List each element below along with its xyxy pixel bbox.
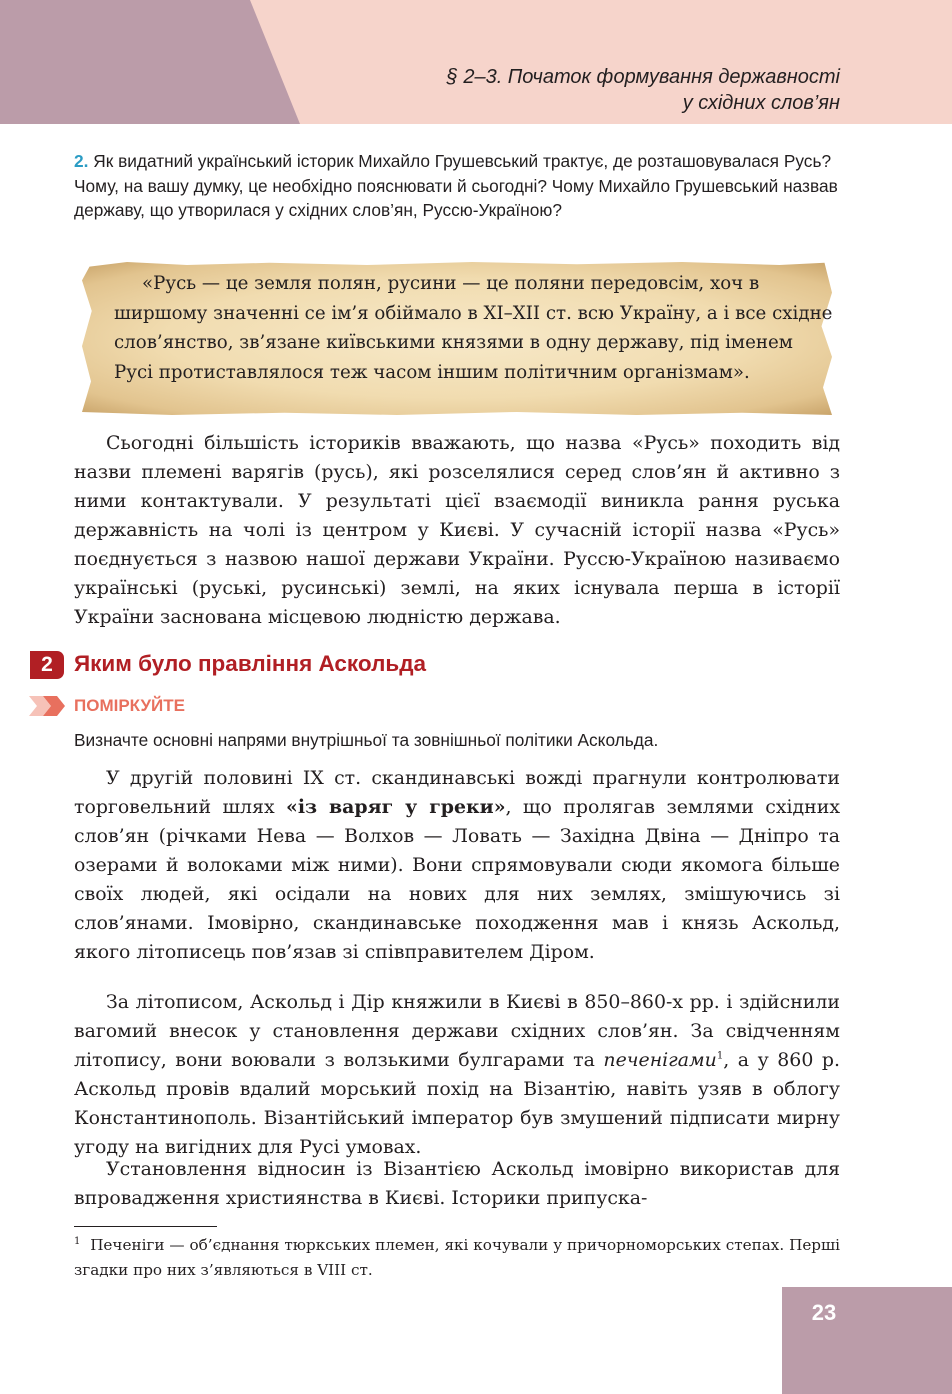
pechenegs-term: печенігами (603, 1049, 717, 1071)
think-label: ПОМІРКУЙТЕ (74, 696, 185, 715)
footnote-text: Печеніги — об’єднання тюркських племен, які кочували у причорноморських степах. Перші згадки про них з’являються в VIII ст. (74, 1236, 841, 1279)
footnote (74, 1233, 840, 1283)
paragraph-scandinavians (74, 764, 840, 967)
paragraph-text: У другій половині IX ст. скандинавські вожді прагнули контролювати торговельний шлях (74, 767, 840, 818)
paragraph-christianity (74, 1155, 840, 1213)
paragraph-text: , що пролягав землями східних слов’ян (річками Нева — Волхов — Ловать — Західна Двіна — Дніпро та озерами й волоками між ними). Вони спрямовували сюди якомога більше своїх людей, які осідали на нових для них землях, змішуючись зі слов’янами. Імовірно, скандинавське походження мав і князь Аскольд, якого літописець пов’язав зі співправителем Діром. (74, 796, 840, 963)
question-text: Як видатний український історик Михайло Грушевський трактує, де розташовувалася Русь? Чому, на вашу думку, це необхідно пояснювати й сьогодні? Чому Михайло Грушевський назвав державу, що утворилася у східних слов’ян, Руссю-Україною? (74, 151, 838, 220)
chapter-title (447, 64, 840, 116)
quote-block (114, 269, 836, 388)
think-task: Визначте основні напрями внутрішньої та зовнішньої політики Аскольда. (74, 730, 659, 750)
question-number: 2. (74, 151, 89, 171)
paragraph-rus-name (74, 429, 840, 632)
section-number-badge: 2 (30, 651, 64, 679)
paragraph-text: За літописом, Аскольд і Дір княжили в Києві в 850–860-х рр. і здійснили вагомий внесок у становлення держави східних слов’ян. За свідченням літопису, вони воювали з волзькими булгарами та (74, 991, 840, 1071)
question-block (74, 149, 844, 223)
page-number: 23 (811, 1300, 837, 1325)
paragraph-text: , а у 860 р. Аскольд провів вдалий морський похід на Візантію, навіть узяв в облогу Константинополь. Візантійський імператор був змушений підписати мирну угоду на вигідних для Русі умовах. (74, 1049, 840, 1158)
footnote-divider (74, 1226, 217, 1227)
paragraph-text: Установлення відносин із Візантією Аскольд імовірно використав для впровадження християнства в Києві. Історики припуска- (74, 1158, 840, 1209)
chevron-arrows-icon (29, 696, 69, 716)
paragraph-text: Сьогодні більшість істориків вважають, що назва «Русь» походить від назви племені варягів (русь), які розселялися серед слов’ян й активно з ними контактували. У результаті цієї взаємодії виникла рання руська державність на чолі із центром у Києві. У сучасній історії назва «Русь» поєднується з назвою нашої держави України. Руссю-Україною називаємо українські (руські, русинські) землі, на яких існувала перша в історії України заснована місцевою людністю держава. (74, 432, 840, 628)
chapter-title-line2: у східних слов’ян (682, 92, 840, 114)
chapter-title-line1: § 2–3. Початок формування державності (446, 66, 840, 88)
footnote-ref[interactable]: 1 (716, 1050, 724, 1062)
quote-text: «Русь — це земля полян, русини — це поляни передовсім, хоч в ширшому значенні се ім’я обіймало в XI–XII ст. всю Україну, а і все східне слов’янство, зв’язане київськими князями в одну державу, під іменем Русі протиставлялося теж часом іншим політичним організмам». (114, 273, 833, 384)
header-accent (0, 0, 300, 124)
trade-route-term: «із варяг у греки» (286, 796, 506, 818)
paragraph-askold-reign (74, 988, 840, 1162)
section-title: Яким було правління Аскольда (74, 651, 426, 676)
footnote-mark: 1 (74, 1235, 81, 1247)
